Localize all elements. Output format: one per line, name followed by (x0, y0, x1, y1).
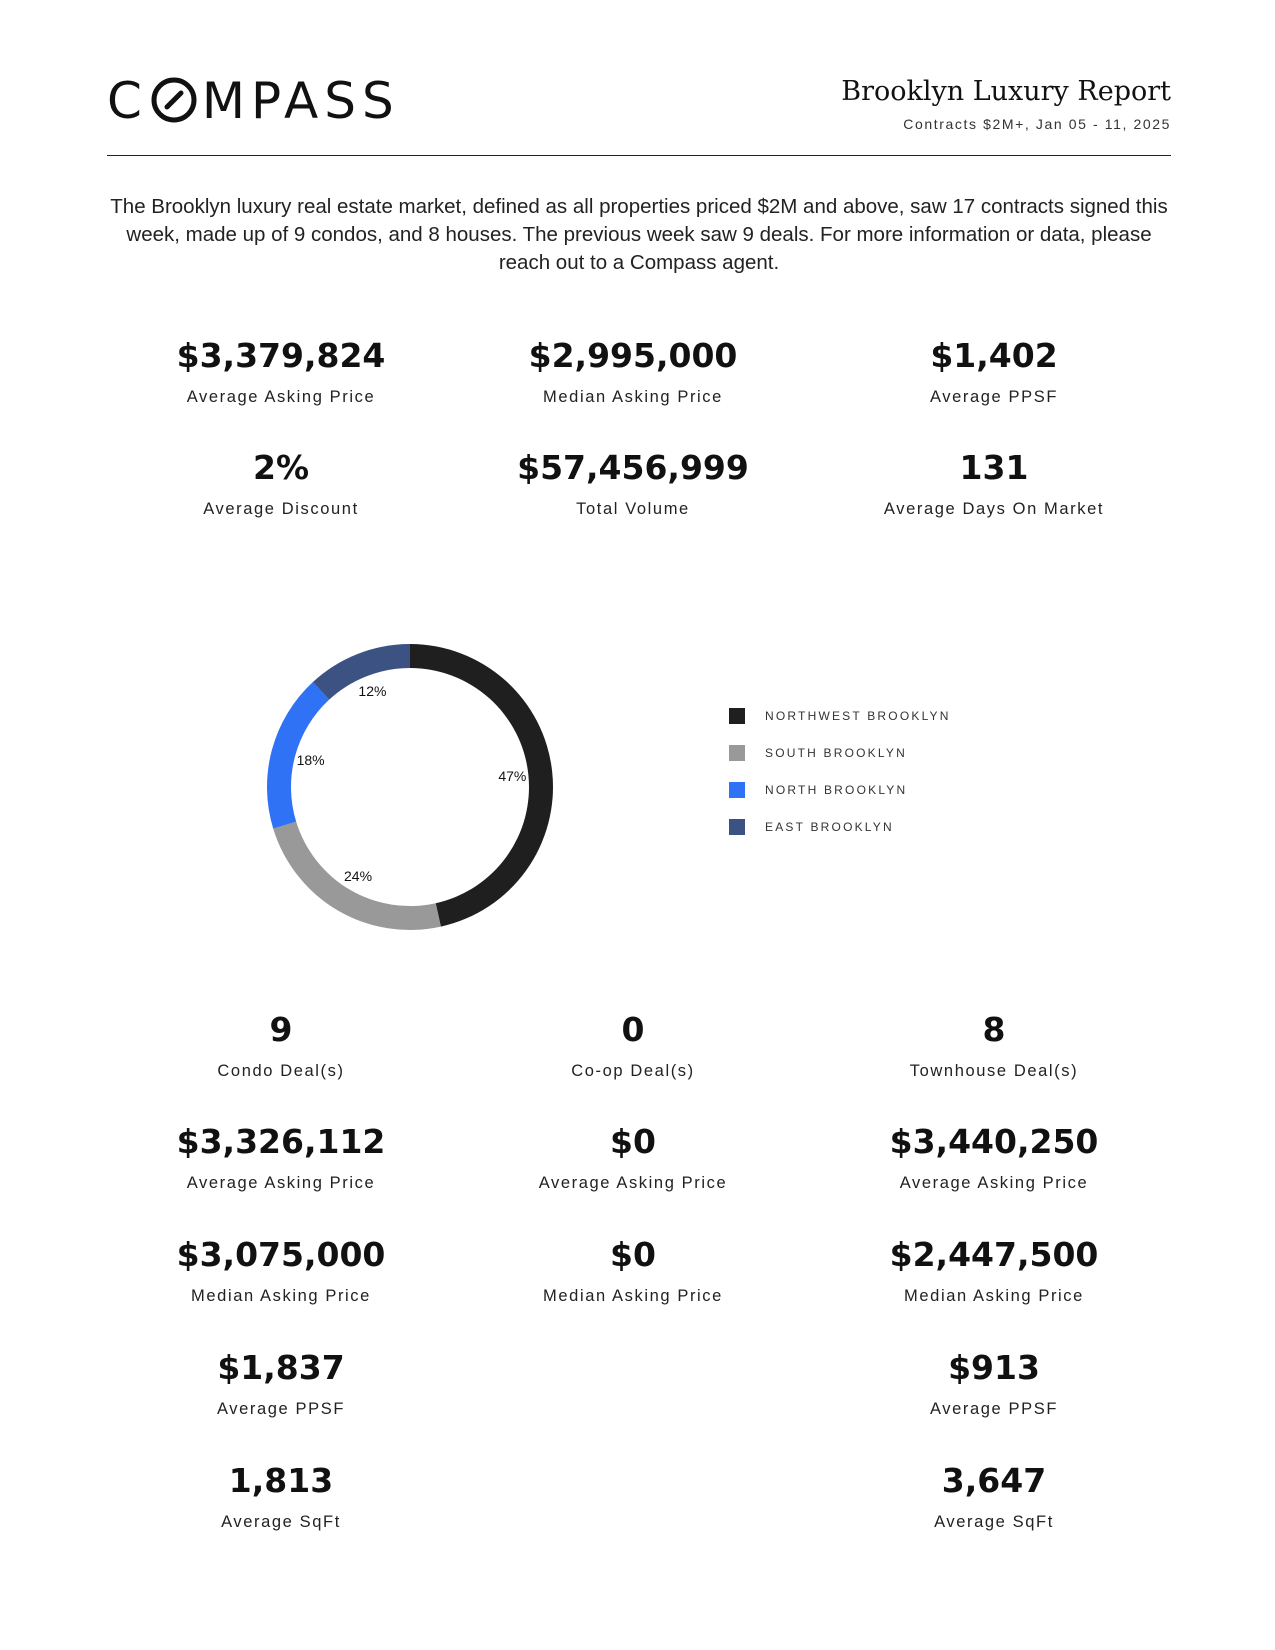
stat-condo-avg-ppsf (111, 1348, 451, 1419)
stat-label: Average Discount (203, 500, 359, 518)
legend-swatch (729, 745, 745, 761)
compass-logo (107, 72, 400, 130)
legend-item (729, 708, 1029, 724)
stat-label: Average Asking Price (899, 1174, 1089, 1192)
stat-value: $3,379,824 (176, 336, 386, 375)
stat-label: Median Asking Price (543, 388, 723, 406)
stat-value: $1,837 (217, 1348, 345, 1387)
stat-label: Average Asking Price (186, 388, 376, 406)
stat-label: Average Asking Price (186, 1174, 376, 1192)
stat-label: Median Asking Price (904, 1287, 1084, 1305)
stat-label: Average Days On Market (883, 500, 1105, 518)
stat-value: $3,440,250 (889, 1122, 1099, 1161)
stat-value: 9 (269, 1010, 293, 1049)
stat-median-asking-price (463, 336, 803, 407)
intro-paragraph: The Brooklyn luxury real estate market, defined as all properties priced $2M and above, saw 17 contracts signed this week, made up of 9 condos, and 8 houses. The previous week saw 9 deals. For more information or data, please reach out to a Compass agent. (110, 195, 1168, 274)
stat-label: Condo Deal(s) (217, 1062, 345, 1080)
stat-value: $2,447,500 (889, 1235, 1099, 1274)
stat-total-volume (463, 448, 803, 519)
stat-label: Co-op Deal(s) (571, 1062, 695, 1080)
stat-label: Median Asking Price (543, 1287, 723, 1305)
report-title: Brooklyn Luxury Report (841, 76, 1171, 107)
legend-item (729, 782, 1029, 798)
stat-coop-median-asking-price (463, 1235, 803, 1306)
stat-value: $2,995,000 (528, 336, 738, 375)
stat-value: 2% (252, 448, 310, 487)
stat-label: Total Volume (576, 500, 690, 518)
stat-townhouse-deals (824, 1010, 1164, 1081)
stat-condo-median-asking-price (111, 1235, 451, 1306)
donut-svg (250, 627, 570, 947)
logo-o-glyph (150, 76, 198, 124)
stat-value: $3,326,112 (176, 1122, 386, 1161)
legend-label: SOUTH BROOKLYN (765, 746, 907, 760)
stat-label: Average PPSF (216, 1400, 346, 1418)
stat-avg-asking-price (111, 336, 451, 407)
stat-value: 8 (982, 1010, 1006, 1049)
stat-coop-avg-asking-price (463, 1122, 803, 1193)
stat-label: Average PPSF (929, 388, 1059, 406)
legend-swatch (729, 819, 745, 835)
stat-condo-deals (111, 1010, 451, 1081)
stat-townhouse-avg-asking-price (824, 1122, 1164, 1193)
stat-coop-deals (463, 1010, 803, 1081)
region-donut-chart (250, 627, 570, 947)
stat-value: 1,813 (228, 1461, 334, 1500)
donut-slice-northwest-brooklyn (410, 644, 553, 927)
stat-condo-avg-asking-price (111, 1122, 451, 1193)
stat-label: Average Asking Price (538, 1174, 728, 1192)
stat-value: 3,647 (941, 1461, 1047, 1500)
stat-avg-dom (824, 448, 1164, 519)
stat-value: $913 (948, 1348, 1040, 1387)
legend-swatch (729, 782, 745, 798)
stat-label: Median Asking Price (191, 1287, 371, 1305)
legend-item (729, 819, 1029, 835)
stat-value: 0 (621, 1010, 645, 1049)
stat-value: $3,075,000 (176, 1235, 386, 1274)
stat-value: 131 (959, 448, 1029, 487)
stat-townhouse-avg-sqft (824, 1461, 1164, 1532)
legend-label: NORTHWEST BROOKLYN (765, 709, 951, 723)
stat-townhouse-median-asking-price (824, 1235, 1164, 1306)
stat-label: Average PPSF (929, 1400, 1059, 1418)
legend-item (729, 745, 1029, 761)
donut-label: 47% (498, 767, 527, 784)
legend-label: EAST BROOKLYN (765, 820, 894, 834)
legend-label: NORTH BROOKLYN (765, 783, 908, 797)
stat-label: Average SqFt (934, 1513, 1054, 1531)
header-divider (107, 155, 1171, 156)
stat-value: $0 (610, 1122, 656, 1161)
report-header (107, 70, 1171, 160)
donut-label: 24% (344, 867, 373, 884)
legend-swatch (729, 708, 745, 724)
chart-legend (729, 708, 1029, 856)
stat-avg-discount (111, 448, 451, 519)
stat-label: Average SqFt (221, 1513, 341, 1531)
stat-avg-ppsf (824, 336, 1164, 407)
stat-value: $0 (610, 1235, 656, 1274)
donut-label: 18% (296, 752, 325, 769)
stat-townhouse-avg-ppsf (824, 1348, 1164, 1419)
report-subtitle: Contracts $2M+, Jan 05 - 11, 2025 (903, 116, 1171, 132)
stat-value: $1,402 (930, 336, 1058, 375)
donut-label: 12% (358, 683, 387, 700)
stat-condo-avg-sqft (111, 1461, 451, 1532)
logo-wordmark: C MPASS (107, 72, 400, 130)
stat-label: Townhouse Deal(s) (909, 1062, 1079, 1080)
stat-value: $57,456,999 (517, 448, 749, 487)
